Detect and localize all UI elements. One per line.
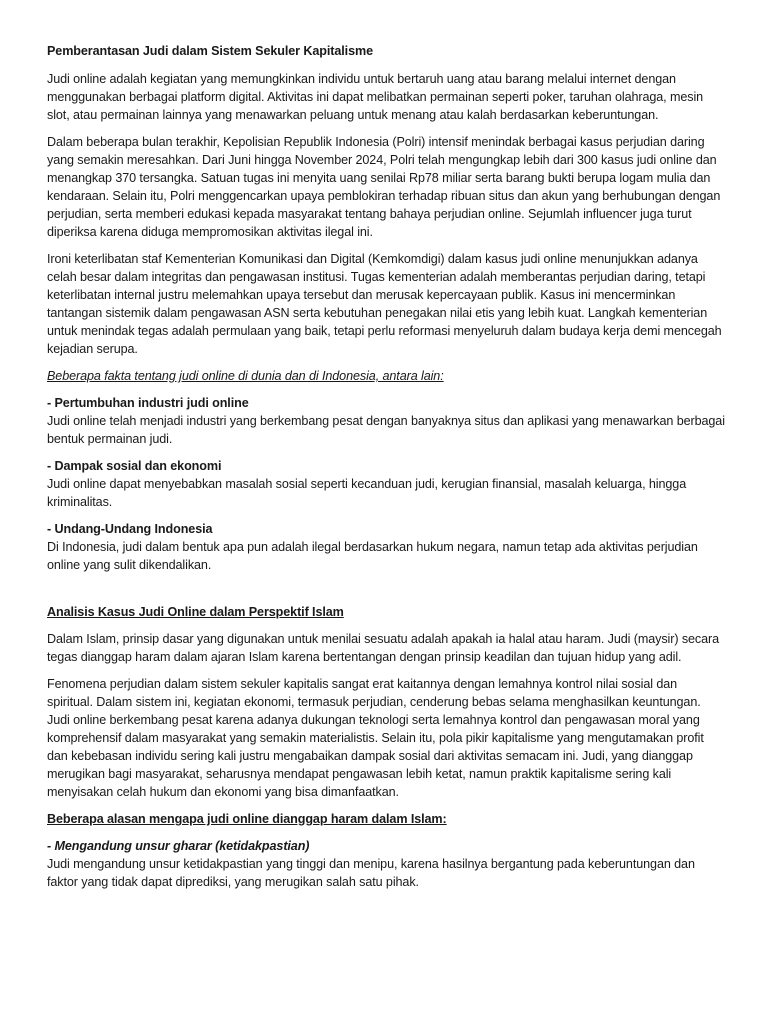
document-title: Pemberantasan Judi dalam Sistem Sekuler Kapitalisme (47, 44, 373, 58)
analysis-paragraph-2: Fenomena perjudian dalam sistem sekuler kapitalis sangat erat kaitannya dengan lemahnya kontrol nilai sosial dan spiritual. Dalam sistem ini, kegiatan ekonomi, termasuk perjudian, cenderung bebas selama menghasilkan keuntungan. Judi online berkembang pesat karena adanya dukungan teknologi serta lemahnya kontrol dan pengawasan moral yang komprehensif dalam masyarakat yang semakin materialistis. Selain itu, pola pikir kapitalisme yang mengutamakan profit dan kebebasan individu sering kali justru mengabaikan dampak sosial dari aktivitas semacam ini. Judi, yang dianggap merugikan bagi masyarakat, seharusnya mendapat pengawasan lebih ketat, namun praktik kapitalisme sering kali menyisakan celah hukum dan ekonomi yang bisa dimanfaatkan. (47, 677, 704, 799)
fact-title: - Dampak sosial dan ekonomi (47, 459, 222, 473)
analysis-heading: Analisis Kasus Judi Online dalam Perspektif Islam (47, 605, 344, 619)
fact-item (47, 394, 725, 448)
fact-body: Judi online dapat menyebabkan masalah sosial seperti kecanduan judi, kerugian finansial, masalah keluarga, hingga kriminalitas. (47, 477, 687, 509)
fact-title: - Undang-Undang Indonesia (47, 522, 213, 536)
document-page (47, 42, 725, 900)
reasons-heading: Beberapa alasan mengapa judi online dianggap haram dalam Islam: (47, 812, 447, 826)
fact-title: - Pertumbuhan industri judi online (47, 396, 249, 410)
reason-title: - Mengandung unsur gharar (ketidakpastian) (47, 839, 310, 853)
analysis-paragraph-1: Dalam Islam, prinsip dasar yang digunakan untuk menilai sesuatu adalah apakah ia halal atau haram. Judi (maysir) secara tegas dianggap haram dalam ajaran Islam karena bertentangan dengan prinsip keadilan dan tujuan hidup yang adil. (47, 632, 720, 664)
intro-paragraph-3: Ironi keterlibatan staf Kementerian Komunikasi dan Digital (Kemkomdigi) dalam kasus judi online menunjukkan adanya celah besar dalam integritas dan pengawasan institusi. Tugas kementerian adalah memberantas perjudian daring, tetapi keterlibatan internal justru melemahkan upaya tersebut dan merusak kepercayaan publik. Kasus ini mencerminkan tantangan sistemik dalam pengawasan ASN serta kebutuhan penegakan nilai etis yang lebih kuat. Langkah kementerian untuk menindak tegas adalah permulaan yang baik, tetapi perlu reformasi menyeluruh dalam budaya kerja demi mencegah kejadian serupa. (47, 252, 722, 356)
reason-body: Judi mengandung unsur ketidakpastian yang tinggi dan menipu, karena hasilnya bergantung pada keberuntungan dan faktor yang tidak dapat diprediksi, yang merugikan salah satu pihak. (47, 857, 695, 889)
reason-item (47, 837, 725, 891)
fact-body: Di Indonesia, judi dalam bentuk apa pun adalah ilegal berdasarkan hukum negara, namun tetap ada aktivitas perjudian online yang sulit dikendalikan. (47, 540, 698, 572)
intro-paragraph-1: Judi online adalah kegiatan yang memungkinkan individu untuk bertaruh uang atau barang melalui internet dengan menggunakan berbagai platform digital. Aktivitas ini dapat melibatkan permainan seperti poker, taruhan olahraga, mesin slot, atau permainan lainnya yang menawarkan peluang untuk menang atau kalah berdasarkan keberuntungan. (47, 72, 704, 122)
section-spacer (47, 583, 725, 603)
intro-paragraph-2: Dalam beberapa bulan terakhir, Kepolisian Republik Indonesia (Polri) intensif menindak berbagai kasus perjudian daring yang semakin meresahkan. Dari Juni hingga November 2024, Polri telah mengungkap lebih dari 300 kasus judi online dan menangkap 370 tersangka. Satuan tugas ini menyita uang senilai Rp78 miliar serta barang bukti berupa logam mulia dan kendaraan. Selain itu, Polri menggencarkan upaya pemblokiran terhadap ribuan situs dan akun yang berhubungan dengan perjudian, serta memberi edukasi kepada masyarakat tentang bahaya perjudian online. Sejumlah influencer juga turut diperiksa karena diduga mempromosikan aktivitas ilegal ini. (47, 135, 721, 239)
facts-heading: Beberapa fakta tentang judi online di dunia dan di Indonesia, antara lain: (47, 369, 444, 383)
fact-body: Judi online telah menjadi industri yang berkembang pesat dengan banyaknya situs dan aplikasi yang menawarkan berbagai bentuk permainan judi. (47, 414, 725, 446)
fact-item (47, 520, 725, 574)
fact-item (47, 457, 725, 511)
